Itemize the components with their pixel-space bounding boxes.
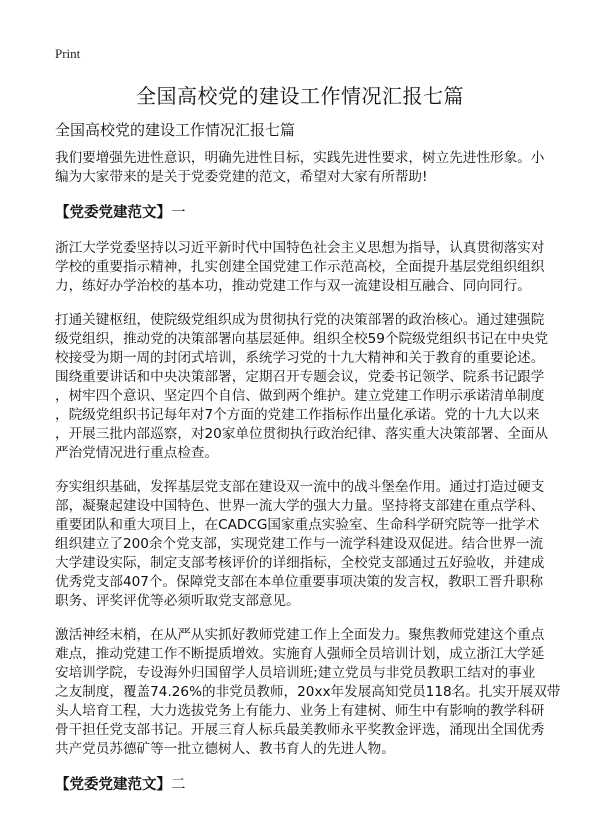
text-line: 编为大家带来的是关于党委党建的范文，希望对大家有所帮助! bbox=[55, 169, 428, 185]
text-line: 级党组织，推动党的决策部署向基层延伸。组织全校59个院级党组织书记在中央党 bbox=[55, 331, 549, 347]
text-line: ，树牢四个意识、坚定四个自信、做到两个维护。建立党建工作明示承诺清单制度 bbox=[55, 388, 545, 404]
text-line: 学校的重要指示精神，扎实创建全国党建工作示范高校，全面提升基层党组织组织 bbox=[55, 259, 545, 275]
text-line: 激活神经末梢，在从严从实抓好教师党建工作上全面发力。聚焦教师党建这个重点 bbox=[55, 627, 545, 643]
body-paragraph bbox=[55, 239, 555, 296]
body-paragraph bbox=[55, 478, 555, 611]
section-heading bbox=[55, 774, 555, 796]
text-line: 力，练好办学治校的基本功，推动党建工作与双一流建设相互融合、同向同行。 bbox=[55, 278, 531, 294]
body-paragraph bbox=[55, 311, 555, 463]
text-line: 职务、评奖评优等必须听取党支部意见。 bbox=[55, 593, 300, 609]
text-line: 组织建立了200余个党支部，实现党建工作与一流学科建设双促进。结合世界一流 bbox=[55, 536, 544, 552]
text-line: 骨干担任党支部书记。开展三育人标兵最美教师永平奖教金评选，涌现出全国优秀 bbox=[55, 722, 545, 738]
text-line: 浙江大学党委坚持以习近平新时代中国特色社会主义思想为指导，认真贯彻落实对 bbox=[55, 240, 545, 256]
print-link[interactable]: Print bbox=[55, 46, 81, 61]
document-body bbox=[55, 119, 561, 811]
body-paragraph bbox=[55, 626, 561, 759]
text-line: 严治党情况进行重点检查。 bbox=[55, 445, 219, 461]
section-heading-label: 【党委党建范文】 bbox=[55, 205, 171, 221]
text-line: 难点，推动党建工作不断提质增效。实施育人强师全员培训计划，成立浙江大学延 bbox=[55, 646, 545, 662]
text-line: 重要团队和重大项目上，在CADCG国家重点实验室、生命科学研究院等一批学术 bbox=[55, 517, 540, 533]
text-line: ，院级党组织书记每年对7个方面的党建工作指标作出量化承诺。党的十九大以来 bbox=[55, 407, 540, 423]
text-line: 优秀党支部407个。保障党支部在本单位重要事项决策的发言权，教职工晋升职称 bbox=[55, 574, 544, 590]
section-heading-label: 【党委党建范文】 bbox=[55, 777, 171, 793]
text-line: 部，凝聚起建设中国特色、世界一流大学的强大力量。坚持将支部建在重点学科、 bbox=[55, 498, 545, 514]
text-line: 围绕重要讲话和中央决策部署，定期召开专题会议，党委书记领学、院系书记跟学 bbox=[55, 369, 545, 385]
text-line: 夯实组织基础，发挥基层党支部在建设双一流中的战斗堡垒作用。通过打造过硬支 bbox=[55, 479, 545, 495]
text-line: 安培训学院，专设海外归国留学人员培训班;建立党员与非党员教职工结对的事业 bbox=[55, 665, 536, 681]
section-number: 一 bbox=[171, 205, 186, 221]
text-line: 我们要增强先进性意识，明确先进性目标，实践先进性要求，树立先进性形象。小 bbox=[55, 150, 545, 166]
text-line: 大学建设实际，制定支部考核评价的详细指标，全校党支部通过五好验收，并建成 bbox=[55, 555, 545, 571]
intro-paragraph bbox=[55, 149, 555, 187]
section-number: 二 bbox=[171, 777, 186, 793]
text-line: ，开展三批内部巡察，对20家单位贯彻执行政治纪律、落实重大决策部署、全面从 bbox=[55, 426, 549, 442]
section-heading bbox=[55, 202, 555, 224]
text-line: 之友制度，覆盖74.26%的非党员教师，20xx年发展高知党员118名。扎实开展双带 bbox=[55, 684, 561, 700]
document-title: 全国高校党的建设工作情况汇报七篇 bbox=[136, 84, 464, 108]
text-line: 打通关键枢纽，使院级党组织成为贯彻执行党的决策部署的政治核心。通过建强院 bbox=[55, 312, 545, 328]
text-line: 共产党员苏德矿等一批立德树人、教书育人的先进人物。 bbox=[55, 741, 395, 757]
document-subtitle: 全国高校党的建设工作情况汇报七篇 bbox=[55, 121, 296, 139]
text-line: 校接受为期一周的封闭式培训，系统学习党的十九大精神和关于教育的重要论述。 bbox=[55, 350, 545, 366]
text-line: 头人培育工程，大力选拔党务上有能力、业务上有建树、师生中有影响的教学科研 bbox=[55, 703, 545, 719]
